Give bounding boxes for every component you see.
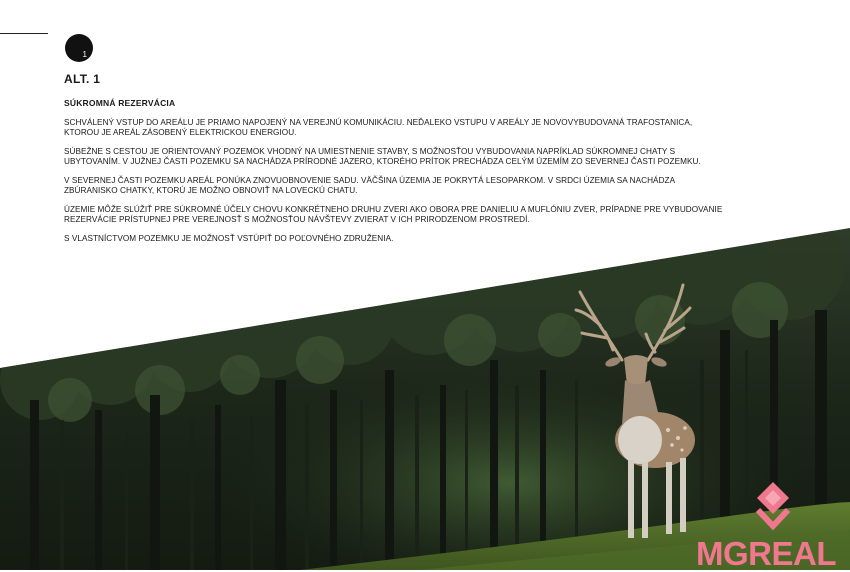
- page-number: 1: [82, 50, 87, 59]
- paragraph: SCHVÁLENÝ VSTUP DO AREÁLU JE PRIAMO NAPOJENÝ NA VEREJNÚ KOMUNIKÁCIU. NEĎALEKO VSTUPU V AREÁLY JE NOVOVYBUDOVANÁ TRAFOSTANICA, KTOROU JE AREÁL ZÁSOBENÝ ELEKTRICKOU ENERGIOU.: [64, 118, 693, 137]
- brand-name: MGREAL: [696, 535, 836, 572]
- alt-title: ALT. 1: [64, 72, 101, 86]
- paragraph: ÚZEMIE MÔŽE SLÚŽIŤ PRE SÚKROMNÉ ÚČELY CHOVU KONKRÉTNEHO DRUHU ZVERI AKO OBORA PRE DANIELIU A MUFLÓNIU ZVER, PRÍPADNE PRE VYBUDOVANIE REZERVÁCIE PRÍSTUPNEJ PRE VEREJNOSŤ S MOŽNOSŤOU NÁVŠTEVY ZVIERAT V ICH PRIRODZENOM PROSTREDÍ.: [64, 205, 723, 224]
- section-title: SÚKROMNÁ REZERVÁCIA: [64, 98, 176, 108]
- mgreal-logo-icon: [752, 480, 794, 536]
- paragraph: S VLASTNÍCTVOM POZEMKU JE MOŽNOSŤ VSTÚPIŤ DO POĽOVNÉHO ZDRUŽENIA.: [64, 234, 394, 243]
- paragraph: V SEVERNEJ ČASTI POZEMKU AREÁL PONÚKA ZNOVUOBNOVENIE SADU. VÄČŠINA ÚZEMIA JE POKRYTÁ LESOPARKOM. V SRDCI ÚZEMIA SA NACHÁDZA ZBÚRANISKO CHATKY, KTORÚ JE MOŽNO OBNOVIŤ NA LOVECKÚ CHATU.: [64, 176, 675, 195]
- paragraph: SÚBEŽNE S CESTOU JE ORIENTOVANÝ POZEMOK VHODNÝ NA UMIESTNENIE STAVBY, S MOŽNOSŤOU VYBUDOVANIA NAPRÍKLAD SÚKROMNEJ CHATY S UBYTOVANÍM. V JUŽNEJ ČASTI POZEMKU SA NACHÁDZA PRÍRODNÉ JAZERO, KTORÉHO PRÍTOK PRECHÁDZA CELÝM ÚZEMÍM ZO SEVERNEJ ČASTI POZEMKU.: [64, 147, 701, 166]
